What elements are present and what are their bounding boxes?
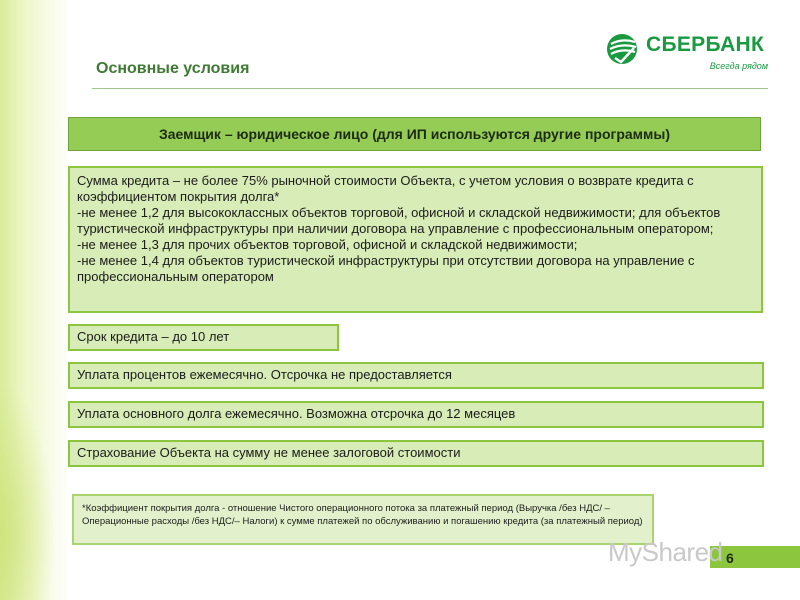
insurance-box: Страхование Объекта на сумму не менее залоговой стоимости	[68, 440, 764, 467]
logo-name: СБЕРБАНК	[646, 33, 765, 56]
page-number: 6	[726, 550, 734, 566]
interest-payment-box: Уплата процентов ежемесячно. Отсрочка не предоставляется	[68, 362, 764, 389]
sberbank-logo	[603, 30, 773, 80]
loan-amount-conditions	[68, 166, 763, 313]
coverage-line-2: -не менее 1,3 для прочих объектов торговой, офисной и складской недвижимости;	[77, 237, 578, 252]
borrower-banner: Заемщик – юридическое лицо (для ИП используются другие программы)	[68, 117, 761, 151]
background-glow-lower	[0, 380, 55, 600]
coverage-line-3: -не менее 1,4 для объектов туристической инфраструктуры при отсутствии договора на управление с профессиональным оператором	[77, 253, 695, 284]
logo-slogan: Всегда рядом	[709, 61, 768, 71]
watermark-text: MyShared	[608, 537, 723, 567]
title-divider	[92, 88, 768, 89]
footer-accent-bar	[710, 546, 800, 568]
slide-title: Основные условия	[96, 60, 250, 77]
loan-amount-line: Сумма кредита – не более 75% рыночной стоимости Объекта, с учетом условия о возврате кредита с коэффициентом покрытия долга*	[77, 173, 694, 204]
footnote-box: *Коэффициент покрытия долга - отношение Чистого операционного потока за платежный период (Выручка /без НДС/ – Операционные расходы /без НДС/– Налоги) к сумме платежей по обслуживанию и погашению кредита (за платежный период)	[72, 494, 654, 545]
loan-term-box: Срок кредита – до 10 лет	[68, 324, 339, 351]
coverage-line-1: -не менее 1,2 для высококлассных объектов торговой, офисной и складской недвижимости; для объектов туристической инфраструктуры при наличии договора на управление с профессиональным оператором;	[77, 205, 721, 236]
sberbank-emblem-icon	[605, 32, 641, 66]
principal-payment-box: Уплата основного долга ежемесячно. Возможна отсрочка до 12 месяцев	[68, 401, 764, 428]
